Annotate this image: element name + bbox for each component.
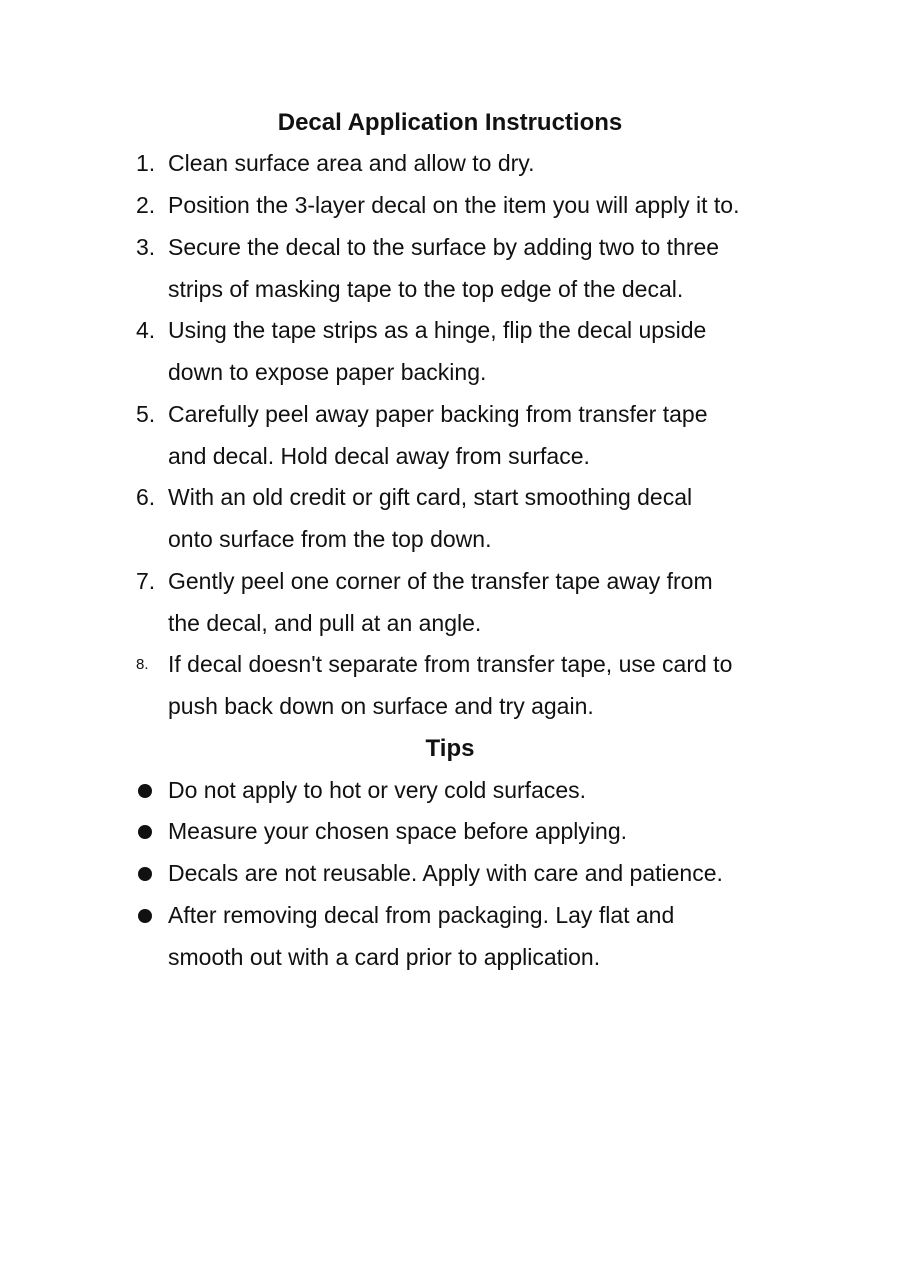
step-text-line: If decal doesn't separate from transfer tape, use card to bbox=[168, 651, 733, 677]
step-text-line: onto surface from the top down. bbox=[168, 525, 492, 552]
tip-text-line: Decals are not reusable. Apply with care and patience. bbox=[168, 860, 723, 886]
step-text-line: Position the 3-layer decal on the item you will apply it to. bbox=[168, 192, 740, 218]
step-text-line: down to expose paper backing. bbox=[168, 358, 487, 385]
tip-text bbox=[168, 895, 808, 979]
bullet-icon bbox=[138, 825, 152, 839]
step-number: 8. bbox=[136, 656, 149, 673]
page-title: Decal Application Instructions bbox=[277, 109, 623, 136]
tip-text bbox=[168, 811, 808, 853]
step-text bbox=[168, 310, 808, 394]
step-number: 7. bbox=[136, 568, 156, 594]
step-number: 6. bbox=[136, 484, 156, 510]
step-text-line: Carefully peel away paper backing from transfer tape bbox=[168, 401, 708, 427]
tip-text bbox=[168, 853, 808, 895]
bullet-icon bbox=[138, 909, 152, 923]
bullet-icon bbox=[138, 784, 152, 798]
tip-text-line: Measure your chosen space before applying. bbox=[168, 818, 628, 844]
step-text-line: Secure the decal to the surface by adding two to three bbox=[168, 234, 720, 260]
step-number: 3. bbox=[136, 234, 156, 260]
step-number: 1. bbox=[136, 150, 156, 176]
step-text-line: Clean surface area and allow to dry. bbox=[168, 150, 535, 176]
step-text-line: With an old credit or gift card, start smoothing decal bbox=[168, 484, 693, 510]
step-text bbox=[168, 644, 808, 728]
step-text bbox=[168, 394, 808, 478]
step-text bbox=[168, 143, 808, 185]
step-number: 5. bbox=[136, 401, 156, 427]
tip-text bbox=[168, 770, 808, 812]
step-text-line: and decal. Hold decal away from surface. bbox=[168, 442, 590, 469]
step-text-line: Using the tape strips as a hinge, flip the decal upside bbox=[168, 317, 707, 343]
step-text-line: the decal, and pull at an angle. bbox=[168, 609, 482, 636]
step-text bbox=[168, 477, 808, 561]
step-number: 4. bbox=[136, 317, 156, 343]
step-number: 2. bbox=[136, 192, 156, 218]
tip-text-line: After removing decal from packaging. Lay flat and bbox=[168, 902, 675, 928]
step-text bbox=[168, 227, 808, 311]
bullet-icon bbox=[138, 867, 152, 881]
tip-text-line: smooth out with a card prior to application. bbox=[168, 943, 601, 970]
tips-heading: Tips bbox=[425, 735, 475, 762]
tip-text-line: Do not apply to hot or very cold surfaces. bbox=[168, 777, 587, 803]
step-text bbox=[168, 185, 808, 227]
step-text-line: push back down on surface and try again. bbox=[168, 692, 594, 719]
step-text-line: strips of masking tape to the top edge of the decal. bbox=[168, 275, 684, 302]
step-text-line: Gently peel one corner of the transfer tape away from bbox=[168, 568, 713, 594]
step-text bbox=[168, 561, 808, 645]
